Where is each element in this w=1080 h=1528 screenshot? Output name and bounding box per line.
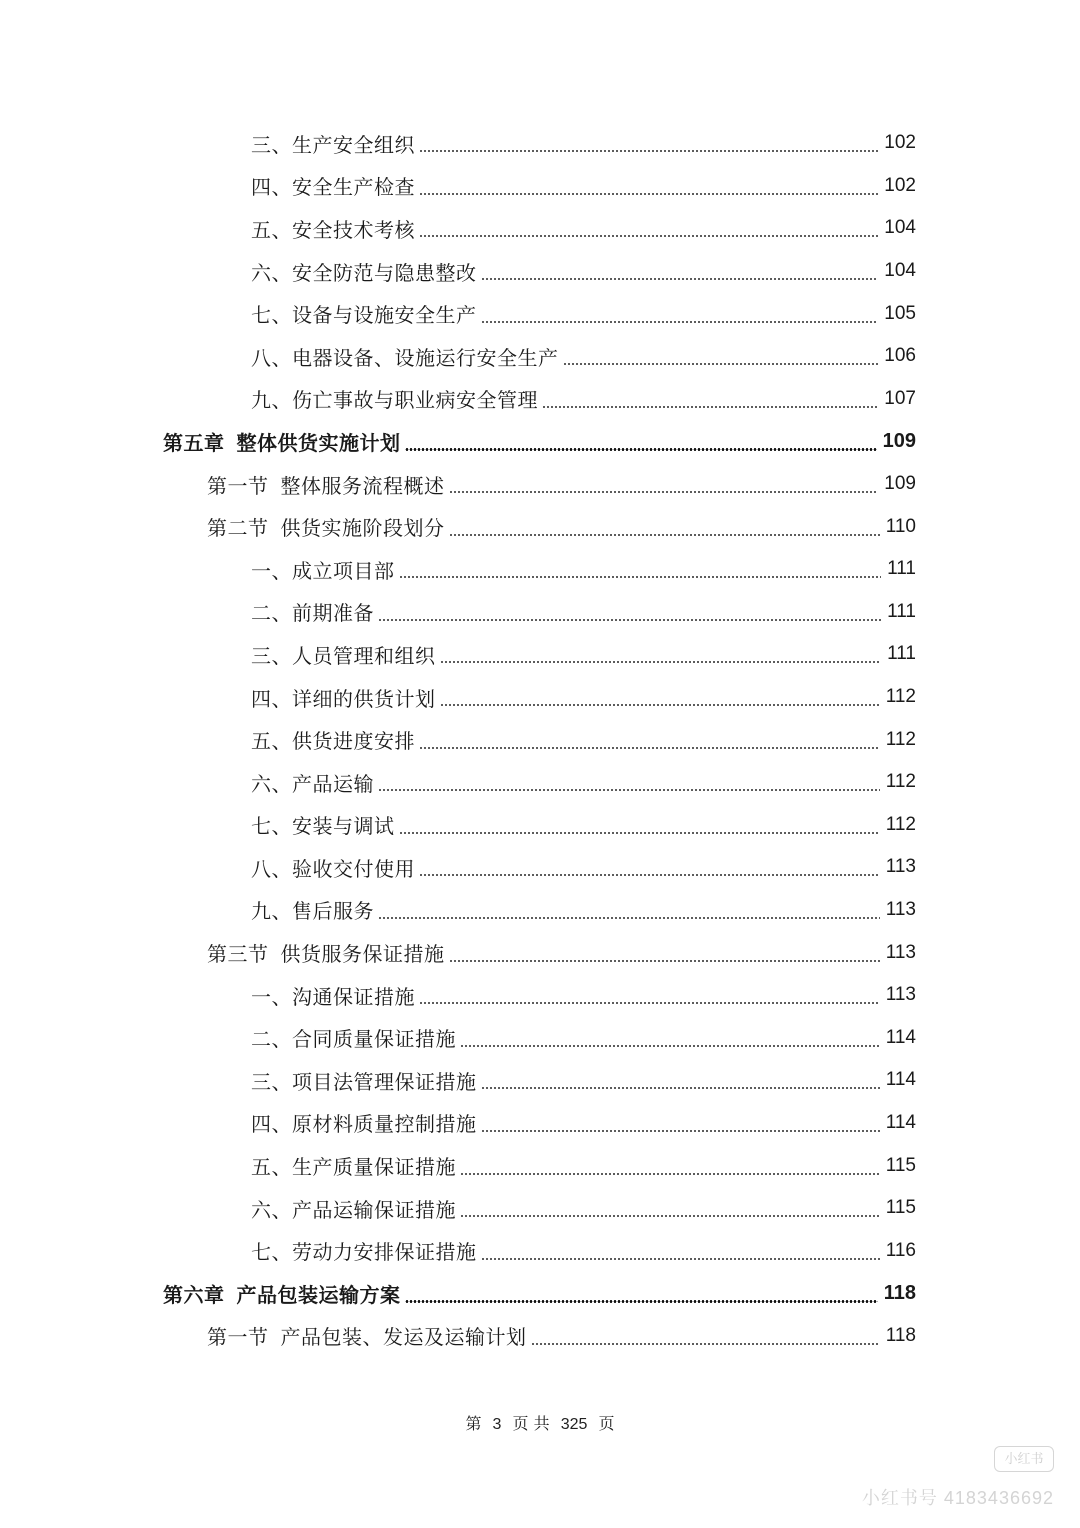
toc-entry-title (207, 512, 445, 541)
toc-entry-page-number: 115 (885, 1154, 916, 1176)
toc-entry-number: 五、 (251, 217, 292, 242)
toc-entry-page-number: 116 (885, 1239, 916, 1261)
toc-entry[interactable] (0, 676, 1080, 719)
toc-entry-page-number: 102 (884, 132, 916, 154)
toc-entry-title (251, 342, 559, 371)
page-footer (0, 1411, 1080, 1434)
toc-entry-page-number: 113 (885, 941, 916, 963)
toc-entry[interactable] (0, 548, 1080, 591)
toc-entry[interactable] (0, 1102, 1080, 1145)
toc-entry[interactable] (0, 505, 1080, 548)
toc-entry-title (207, 470, 445, 499)
toc-entry-number: 五、 (251, 1155, 292, 1180)
toc-entry[interactable] (0, 846, 1080, 889)
footer-middle: 页 共 (512, 1414, 550, 1433)
toc-entry[interactable] (0, 633, 1080, 676)
toc-entry-title (251, 1151, 456, 1180)
toc-dot-leader (419, 193, 878, 195)
toc-entry-page-number: 115 (885, 1197, 916, 1219)
toc-entry-number: 二、 (251, 1027, 292, 1052)
toc-entry-page-number: 113 (885, 984, 916, 1006)
toc-entry-number: 第五章 (163, 430, 225, 455)
toc-entry-page-number: 114 (885, 1111, 916, 1133)
toc-entry-number: 第一节 (207, 473, 269, 498)
toc-entry[interactable] (0, 1272, 1080, 1315)
toc-dot-leader (440, 704, 880, 706)
toc-entry-number: 三、 (251, 1069, 292, 1094)
toc-entry-number: 七、 (251, 814, 292, 839)
toc-dot-leader (481, 1130, 880, 1132)
toc-entry-title (251, 810, 395, 839)
toc-entry-title (251, 640, 436, 669)
toc-entry[interactable] (0, 250, 1080, 293)
toc-dot-leader (460, 1173, 880, 1175)
toc-dot-leader (378, 917, 880, 919)
toc-dot-leader (460, 1215, 880, 1217)
toc-entry[interactable] (0, 165, 1080, 208)
toc-dot-leader (405, 1300, 878, 1303)
toc-entry-number: 第三节 (207, 942, 269, 967)
toc-entry-page-number: 107 (884, 387, 916, 409)
toc-entry-number: 七、 (251, 303, 292, 328)
toc-entry-number: 七、 (251, 1240, 292, 1265)
toc-dot-leader (399, 832, 880, 834)
toc-entry-text: 产品包装、发运及运输计划 (280, 1325, 527, 1350)
toc-entry[interactable] (0, 1144, 1080, 1187)
toc-entry-number: 五、 (251, 729, 292, 754)
toc-entry-text: 合同质量保证措施 (292, 1027, 456, 1052)
toc-entry-page-number: 109 (884, 473, 916, 495)
toc-entry-text: 设备与设施安全生产 (292, 303, 477, 328)
toc-entry[interactable] (0, 804, 1080, 847)
toc-entry-number: 八、 (251, 856, 292, 881)
toc-entry-text: 安全技术考核 (292, 217, 415, 242)
toc-dot-leader (481, 278, 879, 280)
toc-dot-leader (405, 448, 877, 451)
toc-entry-text: 生产安全组织 (292, 132, 415, 157)
toc-dot-leader (481, 1087, 880, 1089)
toc-dot-leader (419, 874, 880, 876)
toc-entry-title (251, 895, 374, 924)
footer-total-pages: 325 (560, 1416, 588, 1433)
watermark-logo: 小红书 (994, 1446, 1054, 1472)
toc-entry-title (251, 725, 415, 754)
toc-entry-text: 原材料质量控制措施 (292, 1112, 477, 1137)
toc-entry[interactable] (0, 1016, 1080, 1059)
toc-entry-text: 供货进度安排 (292, 729, 415, 754)
toc-entry-page-number: 111 (887, 600, 916, 622)
toc-entry-page-number: 111 (887, 643, 916, 665)
toc-dot-leader (378, 789, 880, 791)
toc-entry-text: 成立项目部 (292, 558, 395, 583)
toc-entry-number: 第二节 (207, 516, 269, 541)
toc-entry-title (251, 683, 436, 712)
toc-entry-page-number: 114 (885, 1069, 916, 1091)
toc-entry-text: 产品运输 (292, 771, 374, 796)
toc-entry-title (251, 171, 415, 200)
toc-entry-title (251, 1023, 456, 1052)
toc-entry-number: 六、 (251, 260, 292, 285)
toc-entry[interactable] (0, 335, 1080, 378)
toc-entry-number: 三、 (251, 643, 292, 668)
toc-entry[interactable] (0, 718, 1080, 761)
toc-entry-page-number: 104 (884, 217, 916, 239)
toc-entry[interactable] (0, 378, 1080, 421)
toc-entry-title (251, 555, 395, 584)
toc-entry-number: 三、 (251, 132, 292, 157)
toc-entry-title (207, 938, 445, 967)
toc-entry-title (251, 384, 538, 413)
toc-entry-page-number: 104 (884, 260, 916, 282)
toc-entry-title (251, 981, 415, 1010)
toc-dot-leader (481, 1258, 880, 1260)
toc-entry[interactable] (0, 1229, 1080, 1272)
toc-entry-page-number: 114 (885, 1026, 916, 1048)
toc-entry[interactable] (0, 974, 1080, 1017)
toc-entry-text: 生产质量保证措施 (292, 1155, 456, 1180)
toc-entry-number: 九、 (251, 899, 292, 924)
toc-dot-leader (419, 150, 878, 152)
toc-entry-text: 安装与调试 (292, 814, 395, 839)
toc-dot-leader (378, 619, 881, 621)
toc-entry-title (251, 768, 374, 797)
toc-entry-page-number: 112 (885, 813, 916, 835)
footer-suffix: 页 (598, 1414, 615, 1433)
toc-entry[interactable] (0, 931, 1080, 974)
toc-entry-text: 整体服务流程概述 (280, 473, 445, 498)
toc-entry-page-number: 105 (884, 302, 916, 324)
toc-entry-number: 第六章 (163, 1282, 225, 1307)
table-of-contents (0, 122, 1080, 1357)
toc-entry-text: 人员管理和组织 (292, 643, 436, 668)
toc-entry-number: 一、 (251, 984, 292, 1009)
toc-entry[interactable] (0, 292, 1080, 335)
toc-dot-leader (563, 363, 879, 365)
toc-entry-text: 电器设备、设施运行安全生产 (292, 345, 559, 370)
toc-entry-number: 四、 (251, 1112, 292, 1137)
toc-entry-text: 伤亡事故与职业病安全管理 (292, 388, 538, 413)
toc-entry-text: 安全防范与隐患整改 (292, 260, 477, 285)
toc-entry-title (251, 1066, 477, 1095)
toc-entry-text: 供货服务保证措施 (280, 942, 445, 967)
watermark-id: 小红书号 4183436692 (861, 1488, 1054, 1508)
toc-entry-title (251, 1236, 477, 1265)
toc-entry-text: 售后服务 (292, 899, 374, 924)
toc-entry-text: 前期准备 (292, 601, 374, 626)
toc-entry-page-number: 118 (883, 1281, 916, 1304)
toc-entry-text: 项目法管理保证措施 (292, 1069, 477, 1094)
toc-entry-page-number: 102 (884, 174, 916, 196)
toc-entry-title (251, 129, 415, 158)
toc-entry-page-number: 110 (885, 515, 916, 537)
toc-entry-title (251, 597, 374, 626)
toc-entry-number: 二、 (251, 601, 292, 626)
toc-entry-number: 八、 (251, 345, 292, 370)
toc-entry-text: 整体供货实施计划 (236, 430, 401, 455)
toc-entry-number: 六、 (251, 771, 292, 796)
toc-dot-leader (399, 576, 882, 578)
toc-entry-page-number: 113 (885, 856, 916, 878)
toc-dot-leader (531, 1343, 880, 1345)
toc-dot-leader (440, 661, 882, 663)
toc-entry[interactable] (0, 1315, 1080, 1358)
toc-dot-leader (460, 1045, 880, 1047)
toc-dot-leader (449, 534, 880, 536)
toc-entry-number: 第一节 (207, 1325, 269, 1350)
toc-entry-page-number: 112 (885, 771, 916, 793)
toc-entry-text: 供货实施阶段划分 (280, 516, 445, 541)
toc-entry-page-number: 106 (884, 345, 916, 367)
toc-entry-text: 产品包装运输方案 (236, 1282, 401, 1307)
toc-dot-leader (419, 747, 880, 749)
toc-dot-leader (449, 491, 879, 493)
toc-entry[interactable] (0, 463, 1080, 506)
toc-entry-page-number: 118 (885, 1324, 916, 1346)
toc-entry-page-number: 111 (887, 558, 916, 580)
toc-entry-page-number: 113 (885, 898, 916, 920)
toc-entry[interactable] (0, 889, 1080, 932)
toc-entry[interactable] (0, 1187, 1080, 1230)
toc-entry-title (251, 1108, 477, 1137)
toc-entry-title (251, 299, 477, 328)
toc-entry-page-number: 112 (885, 728, 916, 750)
toc-entry-text: 沟通保证措施 (292, 984, 415, 1009)
toc-entry-title (251, 1194, 456, 1223)
toc-entry-title (163, 1279, 401, 1308)
toc-entry-text: 验收交付使用 (292, 856, 415, 881)
footer-prefix: 第 (465, 1414, 482, 1433)
toc-entry-number: 四、 (251, 175, 292, 200)
toc-entry-number: 四、 (251, 686, 292, 711)
toc-entry[interactable] (0, 122, 1080, 165)
toc-entry-number: 九、 (251, 388, 292, 413)
toc-entry-page-number: 109 (882, 429, 916, 452)
toc-entry-text: 劳动力安排保证措施 (292, 1240, 477, 1265)
toc-entry-number: 一、 (251, 558, 292, 583)
toc-entry-title (251, 853, 415, 882)
toc-entry-title (207, 1321, 527, 1350)
toc-entry-title (163, 427, 401, 456)
toc-entry-number: 六、 (251, 1197, 292, 1222)
footer-current-page: 3 (492, 1416, 502, 1433)
toc-entry-text: 详细的供货计划 (292, 686, 436, 711)
toc-entry[interactable] (0, 591, 1080, 634)
toc-entry[interactable] (0, 207, 1080, 250)
toc-entry[interactable] (0, 420, 1080, 463)
toc-dot-leader (419, 1002, 880, 1004)
toc-entry[interactable] (0, 761, 1080, 804)
toc-entry-title (251, 214, 415, 243)
toc-entry-page-number: 112 (885, 686, 916, 708)
toc-dot-leader (449, 960, 880, 962)
toc-entry-title (251, 257, 477, 286)
toc-entry[interactable] (0, 1059, 1080, 1102)
toc-dot-leader (542, 406, 878, 408)
toc-dot-leader (419, 235, 878, 237)
toc-entry-text: 产品运输保证措施 (292, 1197, 456, 1222)
toc-entry-text: 安全生产检查 (292, 175, 415, 200)
toc-dot-leader (481, 321, 879, 323)
